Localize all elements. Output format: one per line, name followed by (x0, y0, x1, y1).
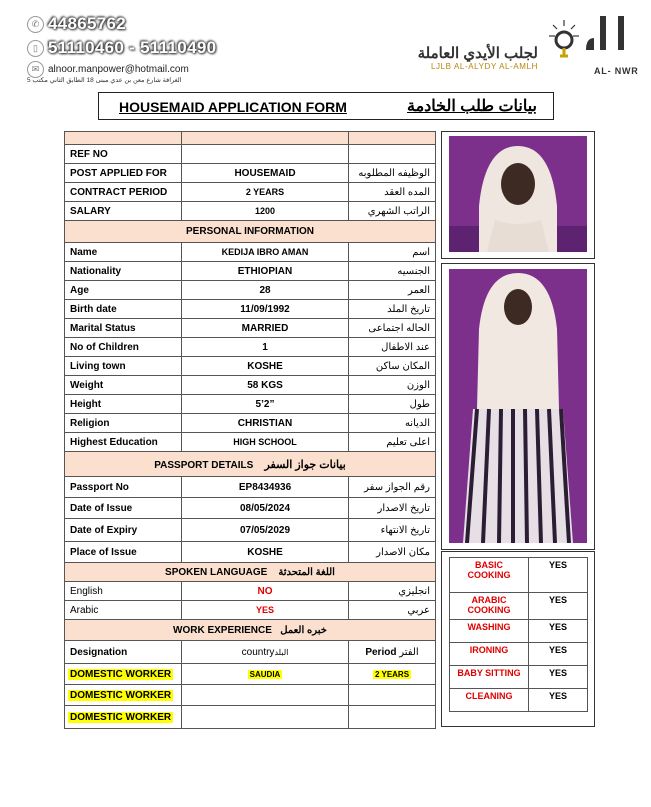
row-value: 11/09/1992 (182, 300, 349, 319)
row-value: 28 (182, 281, 349, 300)
row-label: No of Children (65, 338, 182, 357)
row-ar: العمر (349, 281, 436, 300)
row-value: EP8434936 (182, 477, 349, 498)
row-value: KOSHE (182, 542, 349, 563)
row-value: 07/05/2029 (182, 519, 349, 542)
row-value: 1 (182, 338, 349, 357)
row-label: English (65, 582, 182, 601)
section-heading-experience (65, 620, 436, 641)
application-table (64, 131, 436, 729)
section-language (65, 563, 436, 582)
table-row (65, 582, 436, 601)
table-row (65, 414, 436, 433)
logo-mark-icon (546, 14, 642, 66)
row-value: YES (182, 601, 349, 620)
row-ar: عربي (349, 601, 436, 620)
logo-text-block (412, 44, 538, 71)
section-personal (65, 221, 436, 243)
row-value: MARRIED (182, 319, 349, 338)
row-label: Name (65, 243, 182, 262)
table-row (65, 519, 436, 542)
contact-phone-main (27, 14, 126, 34)
skill-name: BASIC COOKING (450, 558, 529, 593)
table-row (65, 202, 436, 221)
skill-name: ARABIC COOKING (450, 593, 529, 620)
col-period (349, 641, 436, 664)
table-row (65, 262, 436, 281)
skill-row (450, 689, 588, 712)
table-row (65, 164, 436, 183)
col-country-ar: البلد (274, 647, 289, 657)
row-ar: تاريخ الملد (349, 300, 436, 319)
row-value: NO (182, 582, 349, 601)
form-title-ar: بيانات طلب الخادمة (407, 98, 537, 115)
phone-icon: ✆ (27, 16, 44, 33)
salary-label: SALARY (65, 202, 182, 221)
row-value: 08/05/2024 (182, 498, 349, 519)
contract-value: 2 YEARS (182, 183, 349, 202)
table-row (65, 300, 436, 319)
col-country (182, 641, 349, 664)
section-heading-language (65, 563, 436, 582)
email-icon: ✉ (27, 61, 44, 78)
row-ar: المكان ساكن (349, 357, 436, 376)
row-ar: تاريخ الاصدار (349, 498, 436, 519)
row-label: Age (65, 281, 182, 300)
row-label: Arabic (65, 601, 182, 620)
logo-arabic: لجلب الأيدي العاملة (417, 45, 538, 62)
ref-value (182, 145, 349, 164)
portrait-photo (449, 136, 587, 252)
row-ar: طول (349, 395, 436, 414)
row-ar: الحاله اجتماعى (349, 319, 436, 338)
row-value: 58 KGS (182, 376, 349, 395)
exp-period (349, 685, 436, 706)
row-value: CHRISTIAN (182, 414, 349, 433)
skill-value: YES (529, 689, 588, 712)
col-designation: Designation (65, 641, 182, 664)
col-country-en: country (241, 646, 275, 658)
row-value: HIGH SCHOOL (182, 433, 349, 452)
row-label: Highest Education (65, 433, 182, 452)
skill-value: YES (529, 666, 588, 689)
table-row (65, 338, 436, 357)
skill-name: CLEANING (450, 689, 529, 712)
table-row (65, 664, 436, 685)
section-passport (65, 452, 436, 477)
row-label: Passport No (65, 477, 182, 498)
form-title-en: HOUSEMAID APPLICATION FORM (119, 99, 347, 115)
passport-heading-ar: بيانات جواز السفر (264, 458, 346, 471)
row-value: ETHIOPIAN (182, 262, 349, 281)
skills-table (449, 557, 588, 712)
salary-value: 1200 (182, 202, 349, 221)
row-label: Marital Status (65, 319, 182, 338)
row-label: Date of Expiry (65, 519, 182, 542)
row-label: Weight (65, 376, 182, 395)
skill-row (450, 558, 588, 593)
experience-heading-en: WORK EXPERIENCE (173, 624, 272, 636)
skill-name: IRONING (450, 643, 529, 666)
exp-country: SAUDIA (249, 669, 281, 679)
table-row (65, 357, 436, 376)
row-ar: الديانه (349, 414, 436, 433)
row-ar: الجنسيه (349, 262, 436, 281)
full-body-photo (449, 269, 587, 543)
row-label: Religion (65, 414, 182, 433)
post-value: HOUSEMAID (182, 164, 349, 183)
phone-alt: 51110460 - 51110490 (48, 38, 217, 57)
skill-row (450, 593, 588, 620)
row-ar: انجليزي (349, 582, 436, 601)
salary-ar: الراتب الشهري (349, 202, 436, 221)
row-ar: اعلى تعليم (349, 433, 436, 452)
table-row (65, 477, 436, 498)
row-label: Birth date (65, 300, 182, 319)
row-label: Date of Issue (65, 498, 182, 519)
row-value: KOSHE (182, 357, 349, 376)
row-label: Place of Issue (65, 542, 182, 563)
skill-row (450, 643, 588, 666)
table-row (65, 706, 436, 729)
table-row (65, 395, 436, 414)
table-top-band (65, 132, 436, 145)
phone-main: 44865762 (48, 14, 127, 33)
table-row (65, 601, 436, 620)
row-ar: عند الاطفال (349, 338, 436, 357)
skill-row (450, 666, 588, 689)
exp-period: 2 YEARS (374, 669, 410, 679)
row-value: 5’2” (182, 395, 349, 414)
form-title-box (98, 92, 554, 120)
contract-label: CONTRACT PERIOD (65, 183, 182, 202)
skill-name: BABY SITTING (450, 666, 529, 689)
table-row (65, 641, 436, 664)
experience-heading-ar: خبره العمل (280, 624, 327, 636)
table-row (65, 433, 436, 452)
exp-designation: DOMESTIC WORKER (70, 689, 172, 701)
table-row (65, 281, 436, 300)
col-period-ar: الفتر (399, 646, 419, 658)
logo-english: LJLB AL-ALYDY AL-AMLH (430, 62, 538, 71)
mobile-icon: ▯ (27, 40, 44, 57)
table-row (65, 319, 436, 338)
skill-value: YES (529, 620, 588, 643)
table-row (65, 145, 436, 164)
section-heading-personal: PERSONAL INFORMATION (65, 221, 436, 243)
exp-designation: DOMESTIC WORKER (70, 711, 172, 723)
exp-country (182, 685, 349, 706)
skill-name: WASHING (450, 620, 529, 643)
section-heading-passport (65, 452, 436, 477)
table-row (65, 498, 436, 519)
col-period-en: Period (365, 646, 397, 658)
table-row (65, 243, 436, 262)
row-ar: تاريخ الانتهاء (349, 519, 436, 542)
row-ar: الوزن (349, 376, 436, 395)
skill-value: YES (529, 643, 588, 666)
ref-label: REF NO (65, 145, 182, 164)
row-label: Height (65, 395, 182, 414)
language-heading-ar: اللغة المتحدثة (278, 566, 335, 578)
row-ar: رقم الجواز سفر (349, 477, 436, 498)
row-ar: مكان الاصدار (349, 542, 436, 563)
row-label: Nationality (65, 262, 182, 281)
email-text: alnoor.manpower@hotmail.com (48, 64, 189, 75)
logo-brand: AL- NWR (594, 66, 639, 76)
exp-country (182, 706, 349, 729)
table-row (65, 183, 436, 202)
language-heading-en: SPOKEN LANGUAGE (165, 566, 268, 578)
table-row (65, 542, 436, 563)
table-row (65, 685, 436, 706)
passport-heading-en: PASSPORT DETAILS (154, 459, 254, 471)
row-value: KEDIJA IBRO AMAN (182, 243, 349, 262)
skill-value: YES (529, 593, 588, 620)
exp-period (349, 706, 436, 729)
row-ar: اسم (349, 243, 436, 262)
row-label: Living town (65, 357, 182, 376)
skill-value: YES (529, 558, 588, 593)
exp-designation: DOMESTIC WORKER (70, 668, 172, 680)
address-text: الغرافة شارع معن بن عدي مبنى 18 الطابق الثاني مكتب 5 (27, 77, 182, 84)
post-ar: الوظيفه المطلوبه (349, 164, 436, 183)
table-row (65, 376, 436, 395)
ref-ar (349, 145, 436, 164)
skill-row (450, 620, 588, 643)
post-label: POST APPLIED FOR (65, 164, 182, 183)
section-experience (65, 620, 436, 641)
contract-ar: المده العقد (349, 183, 436, 202)
contact-phone-alt (27, 38, 216, 58)
